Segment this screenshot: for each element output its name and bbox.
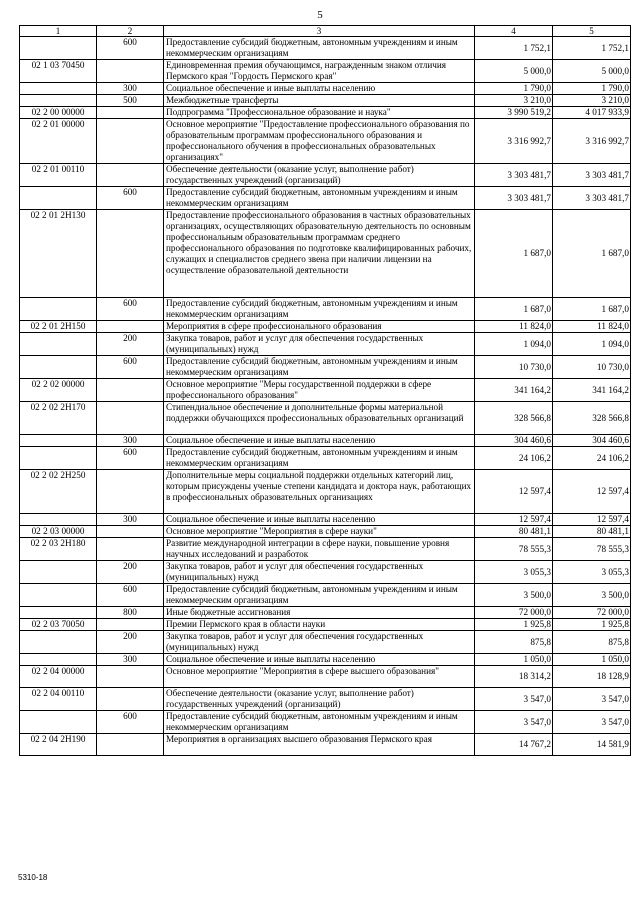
table-row bbox=[20, 734, 631, 756]
budget-code bbox=[20, 711, 97, 734]
table-row bbox=[20, 60, 631, 83]
table-row bbox=[20, 298, 631, 321]
amount-col5: 3 500,0 bbox=[553, 584, 631, 607]
amount-col5: 10 730,0 bbox=[553, 356, 631, 379]
budget-code: 02 1 03 70450 bbox=[20, 60, 97, 83]
amount-col5: 5 000,0 bbox=[553, 60, 631, 83]
budget-code bbox=[20, 95, 97, 107]
expense-type bbox=[97, 619, 164, 631]
expense-type bbox=[97, 666, 164, 688]
item-name: Основное мероприятие "Мероприятия в сфере науки" bbox=[164, 526, 475, 538]
amount-col5: 4 017 933,9 bbox=[553, 107, 631, 119]
amount-col5: 24 106,2 bbox=[553, 447, 631, 470]
budget-code bbox=[20, 654, 97, 666]
amount-col4: 78 555,3 bbox=[475, 538, 553, 561]
budget-code bbox=[20, 37, 97, 60]
amount-col4: 72 000,0 bbox=[475, 607, 553, 619]
budget-code bbox=[20, 607, 97, 619]
amount-col5: 12 597,4 bbox=[553, 514, 631, 526]
budget-code: 02 2 01 2Н130 bbox=[20, 210, 97, 298]
amount-col4: 1 687,0 bbox=[475, 298, 553, 321]
amount-col4: 18 314,2 bbox=[475, 666, 553, 688]
amount-col4: 12 597,4 bbox=[475, 514, 553, 526]
budget-code: 02 2 03 00000 bbox=[20, 526, 97, 538]
item-name: Закупка товаров, работ и услуг для обеспечения государственных (муниципальных) нужд bbox=[164, 561, 475, 584]
amount-col5: 3 547,0 bbox=[553, 711, 631, 734]
amount-col4: 328 566,8 bbox=[475, 402, 553, 435]
expense-type bbox=[97, 321, 164, 333]
item-name: Предоставление субсидий бюджетным, автономным учреждениям и иным некоммерческим организациям bbox=[164, 356, 475, 379]
table-row bbox=[20, 631, 631, 654]
budget-code: 02 2 04 00000 bbox=[20, 666, 97, 688]
table-row bbox=[20, 95, 631, 107]
expense-type: 300 bbox=[97, 83, 164, 95]
expense-type: 300 bbox=[97, 435, 164, 447]
expense-type: 200 bbox=[97, 561, 164, 584]
budget-table bbox=[19, 25, 631, 756]
item-name: Основное мероприятие "Предоставление профессионального образования по образовательным программам профессионального образования и профессионального обучения в профессиональных образовательных организациях" bbox=[164, 119, 475, 164]
amount-col4: 1 094,0 bbox=[475, 333, 553, 356]
amount-col4: 3 303 481,7 bbox=[475, 164, 553, 187]
expense-type: 300 bbox=[97, 654, 164, 666]
expense-type bbox=[97, 526, 164, 538]
table-row bbox=[20, 321, 631, 333]
amount-col4: 1 687,0 bbox=[475, 210, 553, 298]
budget-code: 02 2 02 2Н250 bbox=[20, 470, 97, 514]
column-number-header-row bbox=[20, 26, 631, 37]
expense-type bbox=[97, 538, 164, 561]
table-row bbox=[20, 107, 631, 119]
expense-type: 600 bbox=[97, 447, 164, 470]
item-name: Мероприятия в организациях высшего образования Пермского края bbox=[164, 734, 475, 756]
table-row bbox=[20, 711, 631, 734]
amount-col5: 1 050,0 bbox=[553, 654, 631, 666]
budget-code bbox=[20, 631, 97, 654]
item-name: Межбюджетные трансферты bbox=[164, 95, 475, 107]
amount-col4: 14 767,2 bbox=[475, 734, 553, 756]
table-row bbox=[20, 688, 631, 711]
item-name: Предоставление субсидий бюджетным, автономным учреждениям и иным некоммерческим организациям bbox=[164, 187, 475, 210]
amount-col4: 1 790,0 bbox=[475, 83, 553, 95]
amount-col5: 78 555,3 bbox=[553, 538, 631, 561]
item-name: Социальное обеспечение и иные выплаты населению bbox=[164, 654, 475, 666]
expense-type: 200 bbox=[97, 631, 164, 654]
item-name: Предоставление субсидий бюджетным, автономным учреждениям и иным некоммерческим организациям bbox=[164, 447, 475, 470]
amount-col4: 3 210,0 bbox=[475, 95, 553, 107]
amount-col4: 1 050,0 bbox=[475, 654, 553, 666]
expense-type bbox=[97, 402, 164, 435]
item-name: Социальное обеспечение и иные выплаты населению bbox=[164, 514, 475, 526]
item-name: Предоставление субсидий бюджетным, автономным учреждениям и иным некоммерческим организациям bbox=[164, 711, 475, 734]
item-name: Развитие международной интеграции в сфере науки, повышение уровня научных исследований и разработок bbox=[164, 538, 475, 561]
expense-type bbox=[97, 164, 164, 187]
budget-code bbox=[20, 561, 97, 584]
item-name: Закупка товаров, работ и услуг для обеспечения государственных (муниципальных) нужд bbox=[164, 631, 475, 654]
budget-code: 02 2 01 00000 bbox=[20, 119, 97, 164]
amount-col5: 875,8 bbox=[553, 631, 631, 654]
budget-code bbox=[20, 447, 97, 470]
table-body bbox=[20, 37, 631, 756]
amount-col4: 1 752,1 bbox=[475, 37, 553, 60]
budget-code: 02 2 03 70050 bbox=[20, 619, 97, 631]
table-row bbox=[20, 83, 631, 95]
item-name: Обеспечение деятельности (оказание услуг, выполнение работ) государственных учреждений (организаций) bbox=[164, 688, 475, 711]
expense-type: 200 bbox=[97, 333, 164, 356]
expense-type bbox=[97, 734, 164, 756]
amount-col5: 14 581,9 bbox=[553, 734, 631, 756]
amount-col5: 72 000,0 bbox=[553, 607, 631, 619]
amount-col5: 80 481,1 bbox=[553, 526, 631, 538]
item-name: Предоставление субсидий бюджетным, автономным учреждениям и иным некоммерческим организациям bbox=[164, 584, 475, 607]
amount-col5: 12 597,4 bbox=[553, 470, 631, 514]
col-header-3: 3 bbox=[164, 26, 475, 37]
expense-type: 600 bbox=[97, 711, 164, 734]
item-name: Закупка товаров, работ и услуг для обеспечения государственных (муниципальных) нужд bbox=[164, 333, 475, 356]
budget-code: 02 2 00 00000 bbox=[20, 107, 97, 119]
amount-col5: 3 210,0 bbox=[553, 95, 631, 107]
table-row bbox=[20, 514, 631, 526]
col-header-1: 1 bbox=[20, 26, 97, 37]
item-name: Стипендиальное обеспечение и дополнительные формы материальной поддержки обучающихся профессиональных образовательных организаций bbox=[164, 402, 475, 435]
budget-code: 02 2 03 2Н180 bbox=[20, 538, 97, 561]
expense-type: 600 bbox=[97, 298, 164, 321]
budget-code bbox=[20, 584, 97, 607]
expense-type bbox=[97, 470, 164, 514]
amount-col4: 304 460,6 bbox=[475, 435, 553, 447]
budget-code: 02 2 01 2Н150 bbox=[20, 321, 97, 333]
amount-col4: 3 316 992,7 bbox=[475, 119, 553, 164]
amount-col4: 5 000,0 bbox=[475, 60, 553, 83]
item-name: Мероприятия в сфере профессионального образования bbox=[164, 321, 475, 333]
footer-code: 5310-18 bbox=[18, 873, 48, 882]
item-name: Подпрограмма "Профессиональное образование и наука" bbox=[164, 107, 475, 119]
budget-code: 02 2 04 2Н190 bbox=[20, 734, 97, 756]
amount-col4: 1 925,8 bbox=[475, 619, 553, 631]
expense-type: 800 bbox=[97, 607, 164, 619]
item-name: Предоставление субсидий бюджетным, автономным учреждениям и иным некоммерческим организациям bbox=[164, 298, 475, 321]
budget-code: 02 2 02 2Н170 bbox=[20, 402, 97, 435]
table-row bbox=[20, 470, 631, 514]
amount-col5: 1 094,0 bbox=[553, 333, 631, 356]
amount-col4: 341 164,2 bbox=[475, 379, 553, 402]
item-name: Социальное обеспечение и иные выплаты населению bbox=[164, 83, 475, 95]
expense-type: 600 bbox=[97, 187, 164, 210]
item-name: Предоставление субсидий бюджетным, автономным учреждениям и иным некоммерческим организациям bbox=[164, 37, 475, 60]
col-header-4: 4 bbox=[475, 26, 553, 37]
table-row bbox=[20, 333, 631, 356]
table-row bbox=[20, 447, 631, 470]
expense-type: 600 bbox=[97, 584, 164, 607]
table-row bbox=[20, 119, 631, 164]
expense-type: 300 bbox=[97, 514, 164, 526]
col-header-5: 5 bbox=[553, 26, 631, 37]
amount-col4: 3 055,3 bbox=[475, 561, 553, 584]
item-name: Иные бюджетные ассигнования bbox=[164, 607, 475, 619]
budget-code: 02 2 01 00110 bbox=[20, 164, 97, 187]
table-row bbox=[20, 654, 631, 666]
amount-col5: 11 824,0 bbox=[553, 321, 631, 333]
table-row bbox=[20, 607, 631, 619]
item-name: Единовременная премия обучающимся, награжденным знаком отличия Пермского края "Гордость Пермского края" bbox=[164, 60, 475, 83]
expense-type: 600 bbox=[97, 37, 164, 60]
table-row bbox=[20, 187, 631, 210]
expense-type bbox=[97, 107, 164, 119]
budget-code bbox=[20, 187, 97, 210]
item-name: Основное мероприятие "Мероприятия в сфере высшего образования" bbox=[164, 666, 475, 688]
amount-col5: 304 460,6 bbox=[553, 435, 631, 447]
item-name: Основное мероприятие "Меры государственной поддержки в сфере профессионального образования" bbox=[164, 379, 475, 402]
expense-type bbox=[97, 688, 164, 711]
amount-col5: 1 752,1 bbox=[553, 37, 631, 60]
amount-col4: 10 730,0 bbox=[475, 356, 553, 379]
page-number: 5 bbox=[317, 9, 323, 21]
amount-col4: 12 597,4 bbox=[475, 470, 553, 514]
expense-type: 600 bbox=[97, 356, 164, 379]
amount-col5: 18 128,9 bbox=[553, 666, 631, 688]
amount-col4: 24 106,2 bbox=[475, 447, 553, 470]
amount-col5: 1 687,0 bbox=[553, 298, 631, 321]
amount-col4: 3 547,0 bbox=[475, 711, 553, 734]
table-row bbox=[20, 619, 631, 631]
amount-col5: 3 303 481,7 bbox=[553, 164, 631, 187]
table-row bbox=[20, 37, 631, 60]
budget-code: 02 2 02 00000 bbox=[20, 379, 97, 402]
amount-col4: 3 990 519,2 bbox=[475, 107, 553, 119]
table-row bbox=[20, 402, 631, 435]
item-name: Обеспечение деятельности (оказание услуг, выполнение работ) государственных учреждений (организаций) bbox=[164, 164, 475, 187]
table-row bbox=[20, 666, 631, 688]
budget-code bbox=[20, 298, 97, 321]
item-name: Дополнительные меры социальной поддержки отдельных категорий лиц, которым присуждены ученые степени кандидата и доктора наук, работающих в профессиональных образовательных организациях bbox=[164, 470, 475, 514]
budget-code bbox=[20, 333, 97, 356]
amount-col5: 1 687,0 bbox=[553, 210, 631, 298]
expense-type: 500 bbox=[97, 95, 164, 107]
table-row bbox=[20, 164, 631, 187]
table-row bbox=[20, 379, 631, 402]
expense-type bbox=[97, 210, 164, 298]
amount-col5: 3 316 992,7 bbox=[553, 119, 631, 164]
expense-type bbox=[97, 119, 164, 164]
amount-col4: 80 481,1 bbox=[475, 526, 553, 538]
amount-col4: 11 824,0 bbox=[475, 321, 553, 333]
amount-col5: 3 303 481,7 bbox=[553, 187, 631, 210]
expense-type bbox=[97, 60, 164, 83]
amount-col5: 341 164,2 bbox=[553, 379, 631, 402]
table-row bbox=[20, 538, 631, 561]
amount-col5: 328 566,8 bbox=[553, 402, 631, 435]
budget-code: 02 2 04 00110 bbox=[20, 688, 97, 711]
amount-col5: 3 547,0 bbox=[553, 688, 631, 711]
amount-col4: 3 500,0 bbox=[475, 584, 553, 607]
expense-type bbox=[97, 379, 164, 402]
amount-col4: 3 303 481,7 bbox=[475, 187, 553, 210]
item-name: Социальное обеспечение и иные выплаты населению bbox=[164, 435, 475, 447]
col-header-2: 2 bbox=[97, 26, 164, 37]
item-name: Премии Пермского края в области науки bbox=[164, 619, 475, 631]
item-name: Предоставление профессионального образования в частных образовательных организациях, осуществляющих образовательную деятельность по основным профессиональным образовательным программам среднего профессионального образования по подготовке квалифицированных рабочих, служащих и специалистов среднего звена при наличии лицензии на осуществление образовательной деятельности bbox=[164, 210, 475, 298]
table-row bbox=[20, 561, 631, 584]
table-row bbox=[20, 210, 631, 298]
amount-col4: 875,8 bbox=[475, 631, 553, 654]
budget-code bbox=[20, 514, 97, 526]
budget-code bbox=[20, 356, 97, 379]
amount-col4: 3 547,0 bbox=[475, 688, 553, 711]
table-row bbox=[20, 435, 631, 447]
table-row bbox=[20, 526, 631, 538]
amount-col5: 3 055,3 bbox=[553, 561, 631, 584]
amount-col5: 1 790,0 bbox=[553, 83, 631, 95]
budget-code bbox=[20, 435, 97, 447]
budget-code bbox=[20, 83, 97, 95]
table-row bbox=[20, 356, 631, 379]
table-row bbox=[20, 584, 631, 607]
amount-col5: 1 925,8 bbox=[553, 619, 631, 631]
